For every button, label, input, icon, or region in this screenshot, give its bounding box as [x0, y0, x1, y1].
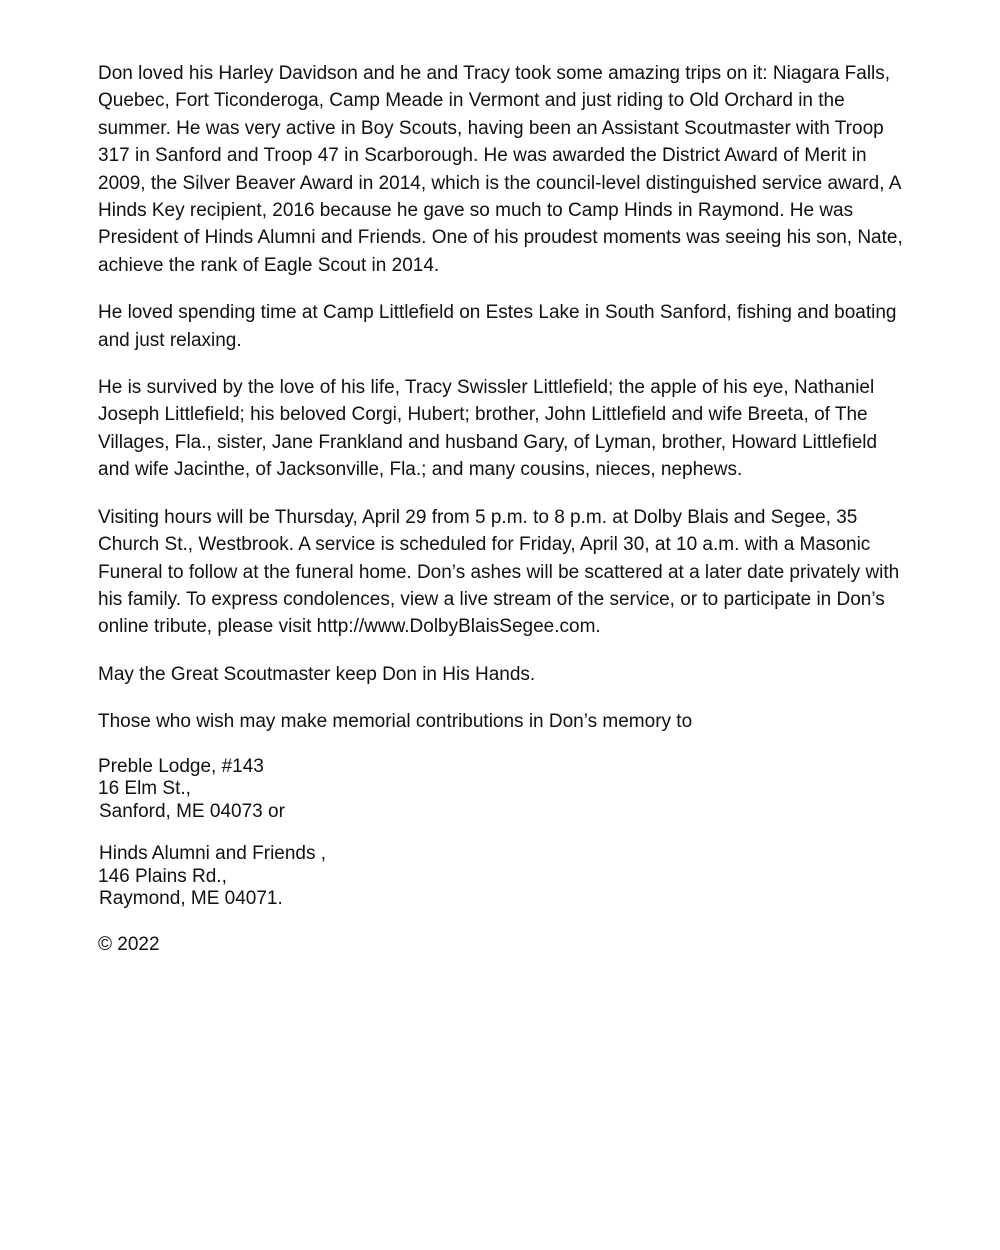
address-city: Raymond, ME 04071. [99, 888, 283, 910]
paragraph-camp-littlefield: He loved spending time at Camp Littlefield on Estes Lake in South Sanford, fishing and boating and just relaxing. [98, 302, 897, 351]
address-city: Sanford, ME 04073 or [99, 800, 285, 822]
address-preble-lodge [98, 756, 910, 824]
paragraph-visiting-hours: Visiting hours will be Thursday, April 29 from 5 p.m. to 8 p.m. at Dolby Blais and Segee, 35 Church St., Westbrook. A service is scheduled for Friday, April 30, at 10 a.m. with a Masonic Funeral to follow at the funeral home. Don’s ashes will be scattered at a later date privately with his family. To express condolences, view a live stream of the service, or to participate in Don’s online tribute, please visit http://www.DolbyBlaisSegee.com. [98, 506, 900, 638]
address-hinds-alumni [98, 843, 910, 911]
obituary-document [98, 60, 910, 958]
paragraph-harley-scouts: Don loved his Harley Davidson and he and Tracy took some amazing trips on it: Niagara Falls, Quebec, Fort Ticonderoga, Camp Meade in Vermont and just riding to Old Orchard in the summer. He was very active in Boy Scouts, having been an Assistant Scoutmaster with Troop 317 in Sanford and Troop 47 in Scarborough. He was awarded the District Award of Merit in 2009, the Silver Beaver Award in 2014, which is the council-level distinguished service award, A Hinds Key recipient, 2016 because he gave so much to Camp Hinds in Raymond. He was President of Hinds Alumni and Friends. One of his proudest moments was seeing his son, Nate, achieve the rank of Eagle Scout in 2014. [98, 63, 903, 276]
paragraph-survived-by: He is survived by the love of his life, Tracy Swissler Littlefield; the apple of his eye, Nathaniel Joseph Littlefield; his beloved Corgi, Hubert; brother, John Littlefield and wife Breeta, of The Villages, Fla., sister, Jane Frankland and husband Gary, of Lyman, brother, Howard Littlefield and wife Jacinthe, of Jacksonville, Fla.; and many cousins, nieces, nephews. [98, 377, 878, 481]
copyright-notice: © 2022 [98, 933, 160, 955]
address-street: 146 Plains Rd., [98, 865, 227, 887]
address-name: Hinds Alumni and Friends , [99, 843, 327, 865]
address-name: Preble Lodge, #143 [98, 755, 264, 777]
paragraph-contributions: Those who wish may make memorial contributions in Don’s memory to [98, 711, 693, 733]
address-street: 16 Elm St., [98, 778, 191, 800]
paragraph-scoutmaster: May the Great Scoutmaster keep Don in His Hands. [98, 663, 536, 685]
